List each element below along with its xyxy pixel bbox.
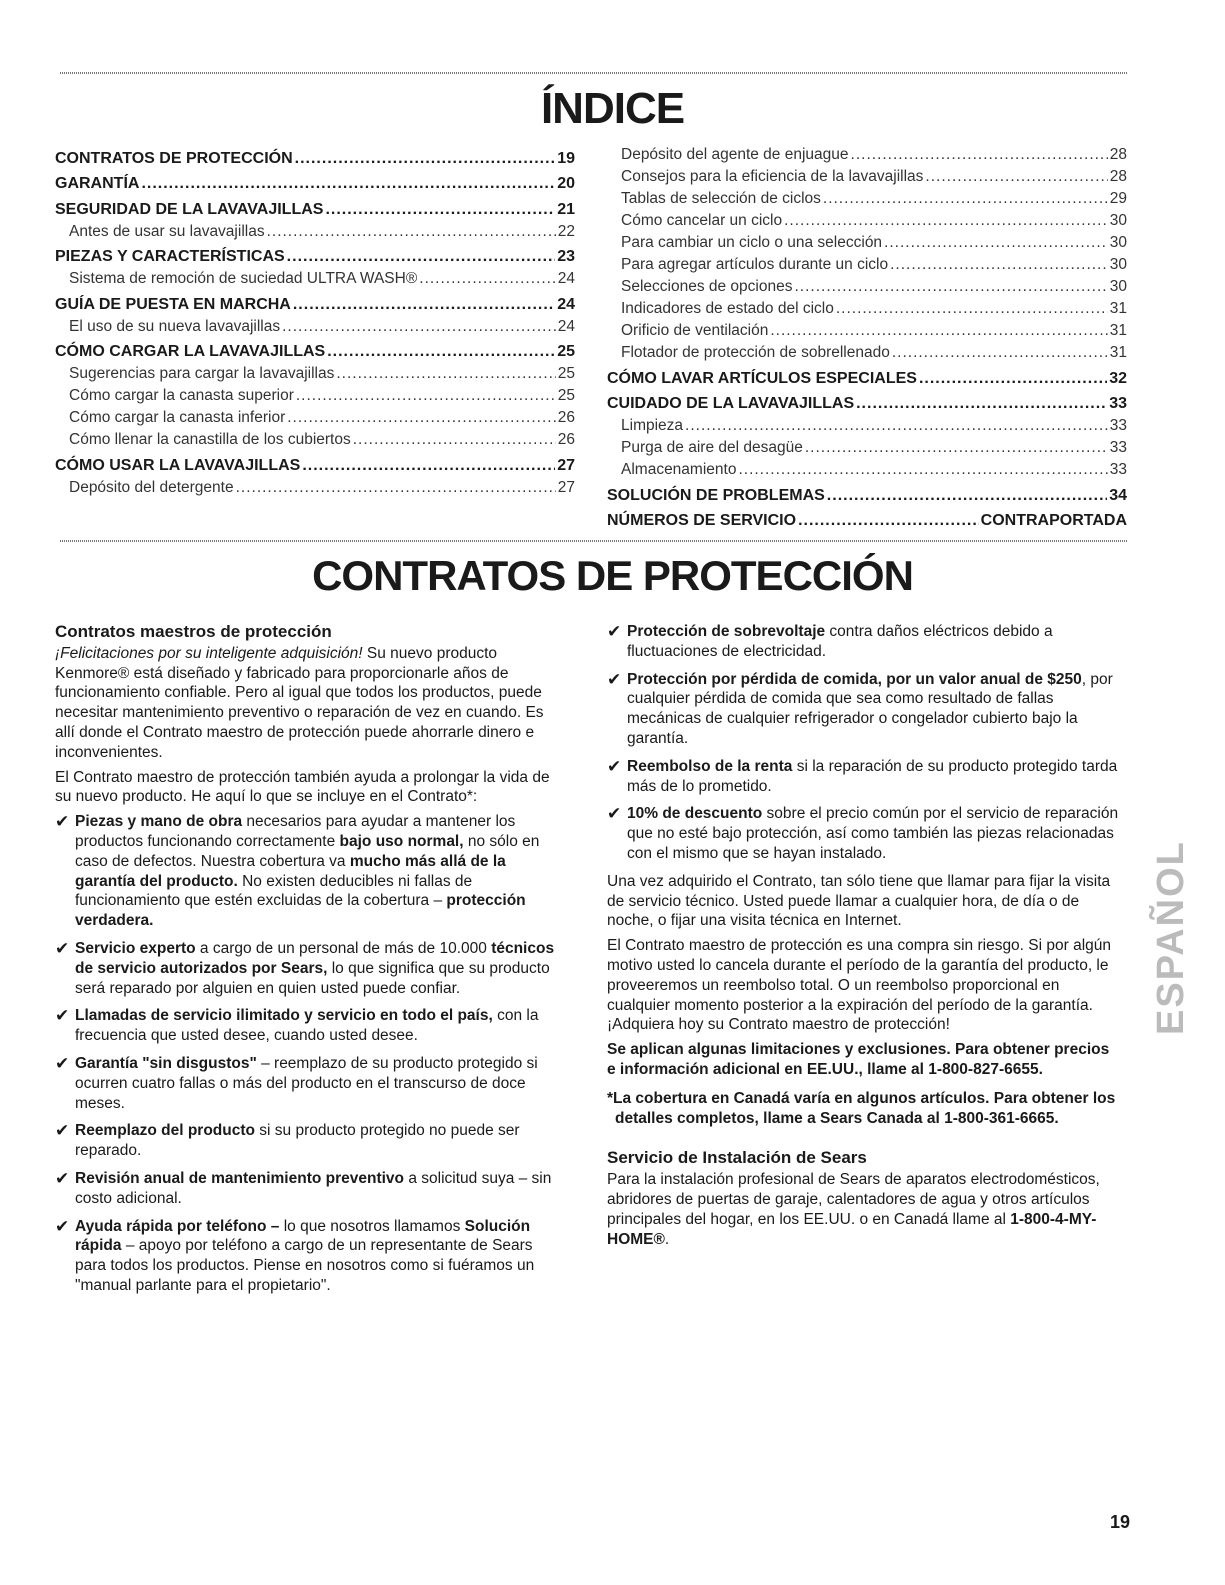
- toc-entry-page: 24: [557, 270, 575, 287]
- benefit-bold-text: Garantía "sin disgustos": [75, 1054, 257, 1072]
- toc-entry: [55, 383, 575, 405]
- toc-right: [607, 142, 1127, 530]
- toc-entry-label: Tablas de selección de ciclos: [621, 190, 821, 207]
- toc-leader-dots: [236, 479, 556, 497]
- toc-entry-label: GARANTÍA: [55, 175, 140, 192]
- toc-entry-page: 25: [557, 387, 575, 404]
- toc-leader-dots: [925, 168, 1107, 186]
- toc-entry-page: 25: [557, 343, 575, 360]
- toc-entry: [55, 219, 575, 241]
- section-title: CONTRATOS DE PROTECCIÓN: [312, 552, 913, 599]
- benefit-bold-text: mucho más allá de la garantía del producto.: [75, 852, 506, 890]
- benefit-item: [607, 622, 1119, 662]
- toc-entry-page: 33: [1109, 395, 1127, 412]
- toc-leader-dots: [353, 431, 556, 449]
- intro-italic: ¡Felicitaciones por su inteligente adquisición!: [55, 644, 363, 662]
- benefit-bold-text: Ayuda rápida por teléfono –: [75, 1217, 280, 1235]
- toc-leader-dots: [295, 150, 556, 168]
- toc-entry: [55, 361, 575, 383]
- benefit-text: No existen deducibles ni fallas de funcionamiento que estén excluidas de la cobertura –: [75, 872, 473, 910]
- toc-entry: [55, 144, 575, 168]
- benefit-text: lo que nosotros llamamos: [279, 1217, 465, 1235]
- toc-entry-label: CÓMO CARGAR LA LAVAVAJILLAS: [55, 343, 326, 360]
- toc-entry-label: Depósito del detergente: [69, 478, 234, 496]
- toc-entry-label: Para agregar artículos durante un ciclo: [621, 256, 889, 273]
- page-title: ÍNDICE: [540, 84, 685, 133]
- toc-leader-dots: [784, 212, 1108, 230]
- benefit-item: [55, 1121, 567, 1161]
- benefit-text: si su producto protegido no puede ser reparado.: [75, 1122, 520, 1160]
- benefit-bold-text: Protección por pérdida de comida, por un valor anual de $250: [627, 670, 1082, 688]
- toc-leader-dots: [798, 512, 979, 530]
- toc-entry: [55, 314, 575, 336]
- toc-entry: [607, 230, 1127, 252]
- toc-entry-label: Consejos para la eficiencia de la lavavajillas: [621, 168, 924, 185]
- contract-paragraph: El Contrato maestro de protección también ayuda a prolongar la vida de su nuevo producto. He aquí lo que se incluye en el Contrato*:: [55, 768, 550, 806]
- toc-entry: [55, 451, 575, 475]
- toc-entry-label: Depósito del agente de enjuague: [621, 146, 849, 163]
- toc-leader-dots: [327, 343, 555, 361]
- left-column: [55, 622, 567, 1304]
- checkmark-icon: ✔: [607, 804, 622, 824]
- toc-entry: [55, 475, 575, 497]
- checkmark-icon: ✔: [55, 938, 70, 958]
- toc-entry: [607, 252, 1127, 274]
- installation-paragraph: [607, 1170, 1119, 1249]
- checkmark-icon: ✔: [55, 812, 70, 832]
- benefit-bold-text: Protección de sobrevoltaje: [627, 623, 826, 640]
- benefit-bold-text: Reemplazo del producto: [75, 1122, 255, 1140]
- benefit-bold-text: técnicos de servicio autorizados por Sears,: [75, 939, 555, 977]
- toc-leader-dots: [336, 365, 555, 383]
- toc-leader-dots: [287, 409, 556, 427]
- toc-entry: [55, 243, 575, 267]
- toc-entry-page: 23: [557, 248, 575, 265]
- toc-leader-dots: [325, 201, 555, 219]
- toc-leader-dots: [856, 395, 1107, 413]
- toc-entry: [607, 457, 1127, 479]
- language-side-tab: ESPAÑOL: [1150, 840, 1192, 1036]
- benefit-text: – apoyo por teléfono a cargo de un representante de Sears para todos los productos. Piense en nosotros como si fuéramos un "manual parlante para el propietario".: [75, 1237, 535, 1294]
- toc-entry-page: 19: [557, 149, 575, 167]
- toc-entry-page: 34: [1109, 486, 1127, 504]
- toc-entry-page: 31: [1109, 300, 1127, 317]
- toc-entry-label: CUIDADO DE LA LAVAVAJILLAS: [607, 395, 855, 412]
- toc-entry-label: Purga de aire del desagüe: [621, 439, 803, 456]
- toc-leader-dots: [293, 296, 555, 314]
- toc-entry-page: 22: [557, 222, 575, 240]
- toc-entry-label: Cómo cargar la canasta superior: [69, 387, 294, 404]
- toc-leader-dots: [685, 417, 1108, 435]
- toc-entry-page: 26: [557, 431, 575, 448]
- toc-entry-page: 26: [557, 409, 575, 426]
- risk-paragraph: El Contrato maestro de protección es una compra sin riesgo. Si por algún motivo usted lo cancela durante el período de la garantía del producto, le proveeremos un reembolso total. O un reembolso proporcional en cualquier momento posterior a la expiración del período de la garantía. ¡Adquiera hoy su Contrato maestro de protección!: [607, 937, 1112, 1034]
- toc-leader-dots: [267, 223, 556, 241]
- toc-entry: [55, 290, 575, 314]
- toc-entry-label: SOLUCIÓN DE PROBLEMAS: [607, 486, 825, 504]
- toc-entry: [607, 340, 1127, 362]
- toc-entry-label: NÚMEROS DE SERVICIO: [607, 512, 797, 529]
- benefit-item: [55, 1054, 567, 1113]
- right-column: [607, 622, 1119, 1254]
- toc-entry-page: 28: [1109, 168, 1127, 185]
- benefit-text: , por cualquier pérdida de comida que sea como resultado de fallas mecánicas de cualquier refrigerador o congelador cubierto bajo la garantía.: [627, 670, 1113, 747]
- toc-entry-page: 33: [1109, 439, 1127, 456]
- toc-entry-label: Limpieza: [621, 417, 684, 434]
- toc-leader-dots: [141, 175, 555, 193]
- limitations-paragraph: Se aplican algunas limitaciones y exclusiones. Para obtener precios e información adicional en EE.UU., llame al 1-800-827-6655.: [607, 1041, 1110, 1078]
- intro-rest: Su nuevo producto Kenmore® está diseñado y fabricado para proporcionarle años de funcionamiento confiable. Pero al igual que todos los productos, puede necesitar mantenimiento preventivo o reparación de vez en cuando. Es allí donde el Contrato maestro de protección puede ahorrarle dinero e inconvenientes.: [55, 644, 544, 761]
- benefit-text: a solicitud suya – sin costo adicional.: [75, 1169, 552, 1207]
- benefit-text: a cargo de un personal de más de 10.000: [195, 939, 492, 957]
- benefit-bold-text: Piezas y mano de obra: [75, 813, 243, 831]
- toc-leader-dots: [851, 146, 1108, 164]
- installation-text: Para la instalación profesional de Sears de aparatos electrodomésticos, abridores de puertas de garaje, calentadores de agua y otros artículos principales del hogar, en los EE.UU. o en Canadá llame al: [607, 1171, 1100, 1228]
- left-benefit-list: [55, 812, 567, 1296]
- toc-entry-label: Cómo cancelar un ciclo: [621, 212, 783, 229]
- toc-leader-dots: [287, 248, 556, 266]
- toc-leader-dots: [770, 322, 1107, 340]
- checkmark-icon: ✔: [607, 622, 622, 641]
- checkmark-icon: ✔: [607, 756, 622, 776]
- toc-entry: [607, 413, 1127, 435]
- benefit-text: – reemplazo de su producto protegido si ocurren cuatro fallas o más del producto en el transcurso de doce meses.: [75, 1054, 538, 1112]
- toc-entry-page: CONTRAPORTADA: [980, 512, 1127, 529]
- toc-entry: [607, 435, 1127, 457]
- toc-entry-label: Cómo llenar la canastilla de los cubiertos: [69, 431, 351, 448]
- toc-entry: [607, 186, 1127, 208]
- toc-leader-dots: [827, 487, 1107, 505]
- benefit-bold-text: bajo uso normal,: [339, 832, 464, 850]
- intro-paragraph: [55, 644, 567, 763]
- toc-leader-dots: [884, 234, 1108, 252]
- toc-entry-page: 31: [1109, 322, 1127, 339]
- benefit-text: sobre el precio común por el servicio de reparación que no esté bajo protección, así como también las piezas relacionadas con el mismo que se hayan instalado.: [627, 805, 1119, 862]
- toc-entry-page: 30: [1109, 278, 1127, 295]
- toc-entry-label: CÓMO LAVAR ARTÍCULOS ESPECIALES: [607, 369, 917, 387]
- toc-entry-page: 30: [1109, 256, 1127, 273]
- toc-entry: [607, 481, 1127, 505]
- toc-entry-page: 27: [557, 456, 575, 474]
- toc-entry-label: Sistema de remoción de suciedad ULTRA WASH®: [69, 270, 418, 287]
- toc-entry: [607, 274, 1127, 296]
- toc-leader-dots: [738, 461, 1107, 479]
- benefit-text: lo que significa que su producto será reparado por alguien en quien usted puede confiar.: [75, 959, 550, 997]
- visit-paragraph: Una vez adquirido el Contrato, tan sólo tiene que llamar para fijar la visita de servicio técnico. Usted puede llamar a cualquier hora, de día o de noche, o fijar una visita técnica en Internet.: [607, 872, 1111, 930]
- page-number: 19: [1109, 1512, 1130, 1532]
- toc-entry-label: CONTRATOS DE PROTECCIÓN: [55, 149, 293, 167]
- benefit-item: [55, 1217, 567, 1296]
- toc-entry-page: 30: [1109, 234, 1127, 251]
- toc-entry-label: El uso de su nueva lavavajillas: [69, 317, 281, 335]
- toc-leader-dots: [794, 278, 1107, 296]
- benefit-bold-text: Llamadas de servicio ilimitado y servicio en todo el país,: [75, 1007, 493, 1025]
- toc-entry-label: Orificio de ventilación: [621, 322, 769, 339]
- toc-entry: [55, 405, 575, 427]
- toc-entry-page: 29: [1109, 190, 1127, 207]
- benefit-text: contra daños eléctricos debido a fluctuaciones de electricidad.: [627, 623, 1053, 660]
- toc-leader-dots: [919, 370, 1107, 388]
- checkmark-icon: ✔: [607, 669, 622, 689]
- middle-rule: [60, 540, 1128, 542]
- toc-entry: [55, 427, 575, 449]
- benefit-text: con la frecuencia que usted desee, cuando usted desee.: [75, 1007, 539, 1045]
- toc-entry: [607, 364, 1127, 388]
- benefit-text: si la reparación de su producto protegido tarda más de lo prometido.: [627, 757, 1118, 795]
- toc-entry-label: Sugerencias para cargar la lavavajillas: [69, 365, 335, 382]
- toc-entry-page: 33: [1109, 417, 1127, 434]
- toc-leader-dots: [892, 344, 1108, 362]
- benefit-bold-text: Solución rápida: [75, 1217, 531, 1255]
- checkmark-icon: ✔: [55, 1006, 70, 1026]
- toc-entry-label: Selecciones de opciones: [621, 278, 793, 295]
- toc-entry: [607, 318, 1127, 340]
- toc-entry-page: 31: [1109, 344, 1127, 361]
- toc-entry-page: 28: [1109, 146, 1127, 163]
- toc-entry: [607, 164, 1127, 186]
- left-heading: Contratos maestros de protección: [55, 622, 332, 641]
- toc-entry-label: PIEZAS Y CARACTERÍSTICAS: [55, 248, 285, 265]
- benefit-item: [55, 812, 567, 931]
- benefit-item: [55, 939, 567, 998]
- toc-leader-dots: [890, 256, 1108, 274]
- benefit-item: [607, 757, 1119, 797]
- toc-entry: [607, 142, 1127, 164]
- benefit-bold-text: protección verdadera.: [75, 892, 526, 930]
- benefit-item: [55, 1006, 567, 1046]
- toc-entry-page: 32: [1109, 369, 1127, 387]
- toc-entry-label: Almacenamiento: [621, 461, 737, 478]
- toc-entry-label: Para cambiar un ciclo o una selección: [621, 234, 883, 251]
- toc-leader-dots: [836, 300, 1108, 318]
- benefit-item: [607, 804, 1119, 863]
- benefit-text: no sólo en caso de defectos. Nuestra cobertura va: [75, 832, 540, 870]
- benefit-text: necesarios para ayudar a mantener los productos funcionando correctamente: [75, 813, 516, 850]
- top-rule: [60, 72, 1128, 74]
- toc-entry-label: Flotador de protección de sobrellenado: [621, 344, 890, 361]
- right-benefit-list: [607, 622, 1119, 864]
- canada-paragraph: *La cobertura en Canadá varía en algunos artículos. Para obtener los detalles completos, llame a Sears Canada al 1-800-361-6665.: [607, 1089, 1116, 1127]
- toc-entry: [607, 208, 1127, 230]
- toc-entry-page: 33: [1109, 461, 1127, 478]
- toc-leader-dots: [419, 270, 555, 288]
- toc-entry-page: 20: [557, 175, 575, 192]
- toc-entry-label: Antes de usar su lavavajillas: [69, 222, 265, 240]
- benefit-bold-text: 10% de descuento: [627, 805, 763, 823]
- installation-phone: 1-800-4-MY-HOME®: [607, 1210, 1097, 1248]
- toc-entry: [55, 195, 575, 219]
- toc-entry: [55, 338, 575, 362]
- toc-entry-label: SEGURIDAD DE LA LAVAVAJILLAS: [55, 200, 324, 218]
- toc-leader-dots: [282, 318, 556, 336]
- benefit-item: [607, 670, 1119, 749]
- toc-entry-page: 30: [1109, 212, 1127, 229]
- toc-entry-label: Indicadores de estado del ciclo: [621, 300, 834, 317]
- toc-leader-dots: [823, 190, 1108, 208]
- benefit-bold-text: Servicio experto: [75, 939, 196, 957]
- benefit-bold-text: Reembolso de la renta: [627, 757, 793, 775]
- installation-heading: Servicio de Instalación de Sears: [607, 1148, 867, 1168]
- toc-entry: [607, 296, 1127, 318]
- checkmark-icon: ✔: [55, 1121, 70, 1141]
- toc-entry-page: 24: [557, 317, 575, 335]
- toc-entry-page: 27: [557, 478, 575, 496]
- toc-entry-label: GUÍA DE PUESTA EN MARCHA: [55, 295, 291, 313]
- toc-entry-label: CÓMO USAR LA LAVAVAJILLAS: [55, 456, 301, 474]
- toc-entry-page: 21: [557, 200, 575, 218]
- checkmark-icon: ✔: [55, 1216, 70, 1236]
- benefit-bold-text: Revisión anual de mantenimiento preventivo: [75, 1169, 405, 1187]
- toc-entry: [55, 266, 575, 288]
- toc-entry-page: 24: [557, 295, 575, 313]
- checkmark-icon: ✔: [55, 1053, 70, 1073]
- toc-entry-label: Cómo cargar la canasta inferior: [69, 409, 286, 426]
- toc-entry: [607, 507, 1127, 531]
- checkmark-icon: ✔: [55, 1168, 70, 1188]
- benefit-item: [55, 1169, 567, 1209]
- toc-entry-page: 25: [557, 365, 575, 382]
- toc-leader-dots: [296, 387, 556, 405]
- toc-left: [55, 142, 575, 497]
- toc-entry: [607, 390, 1127, 414]
- toc-entry: [55, 170, 575, 194]
- installation-end: .: [664, 1230, 670, 1248]
- toc-leader-dots: [302, 457, 555, 475]
- toc-leader-dots: [805, 439, 1108, 457]
